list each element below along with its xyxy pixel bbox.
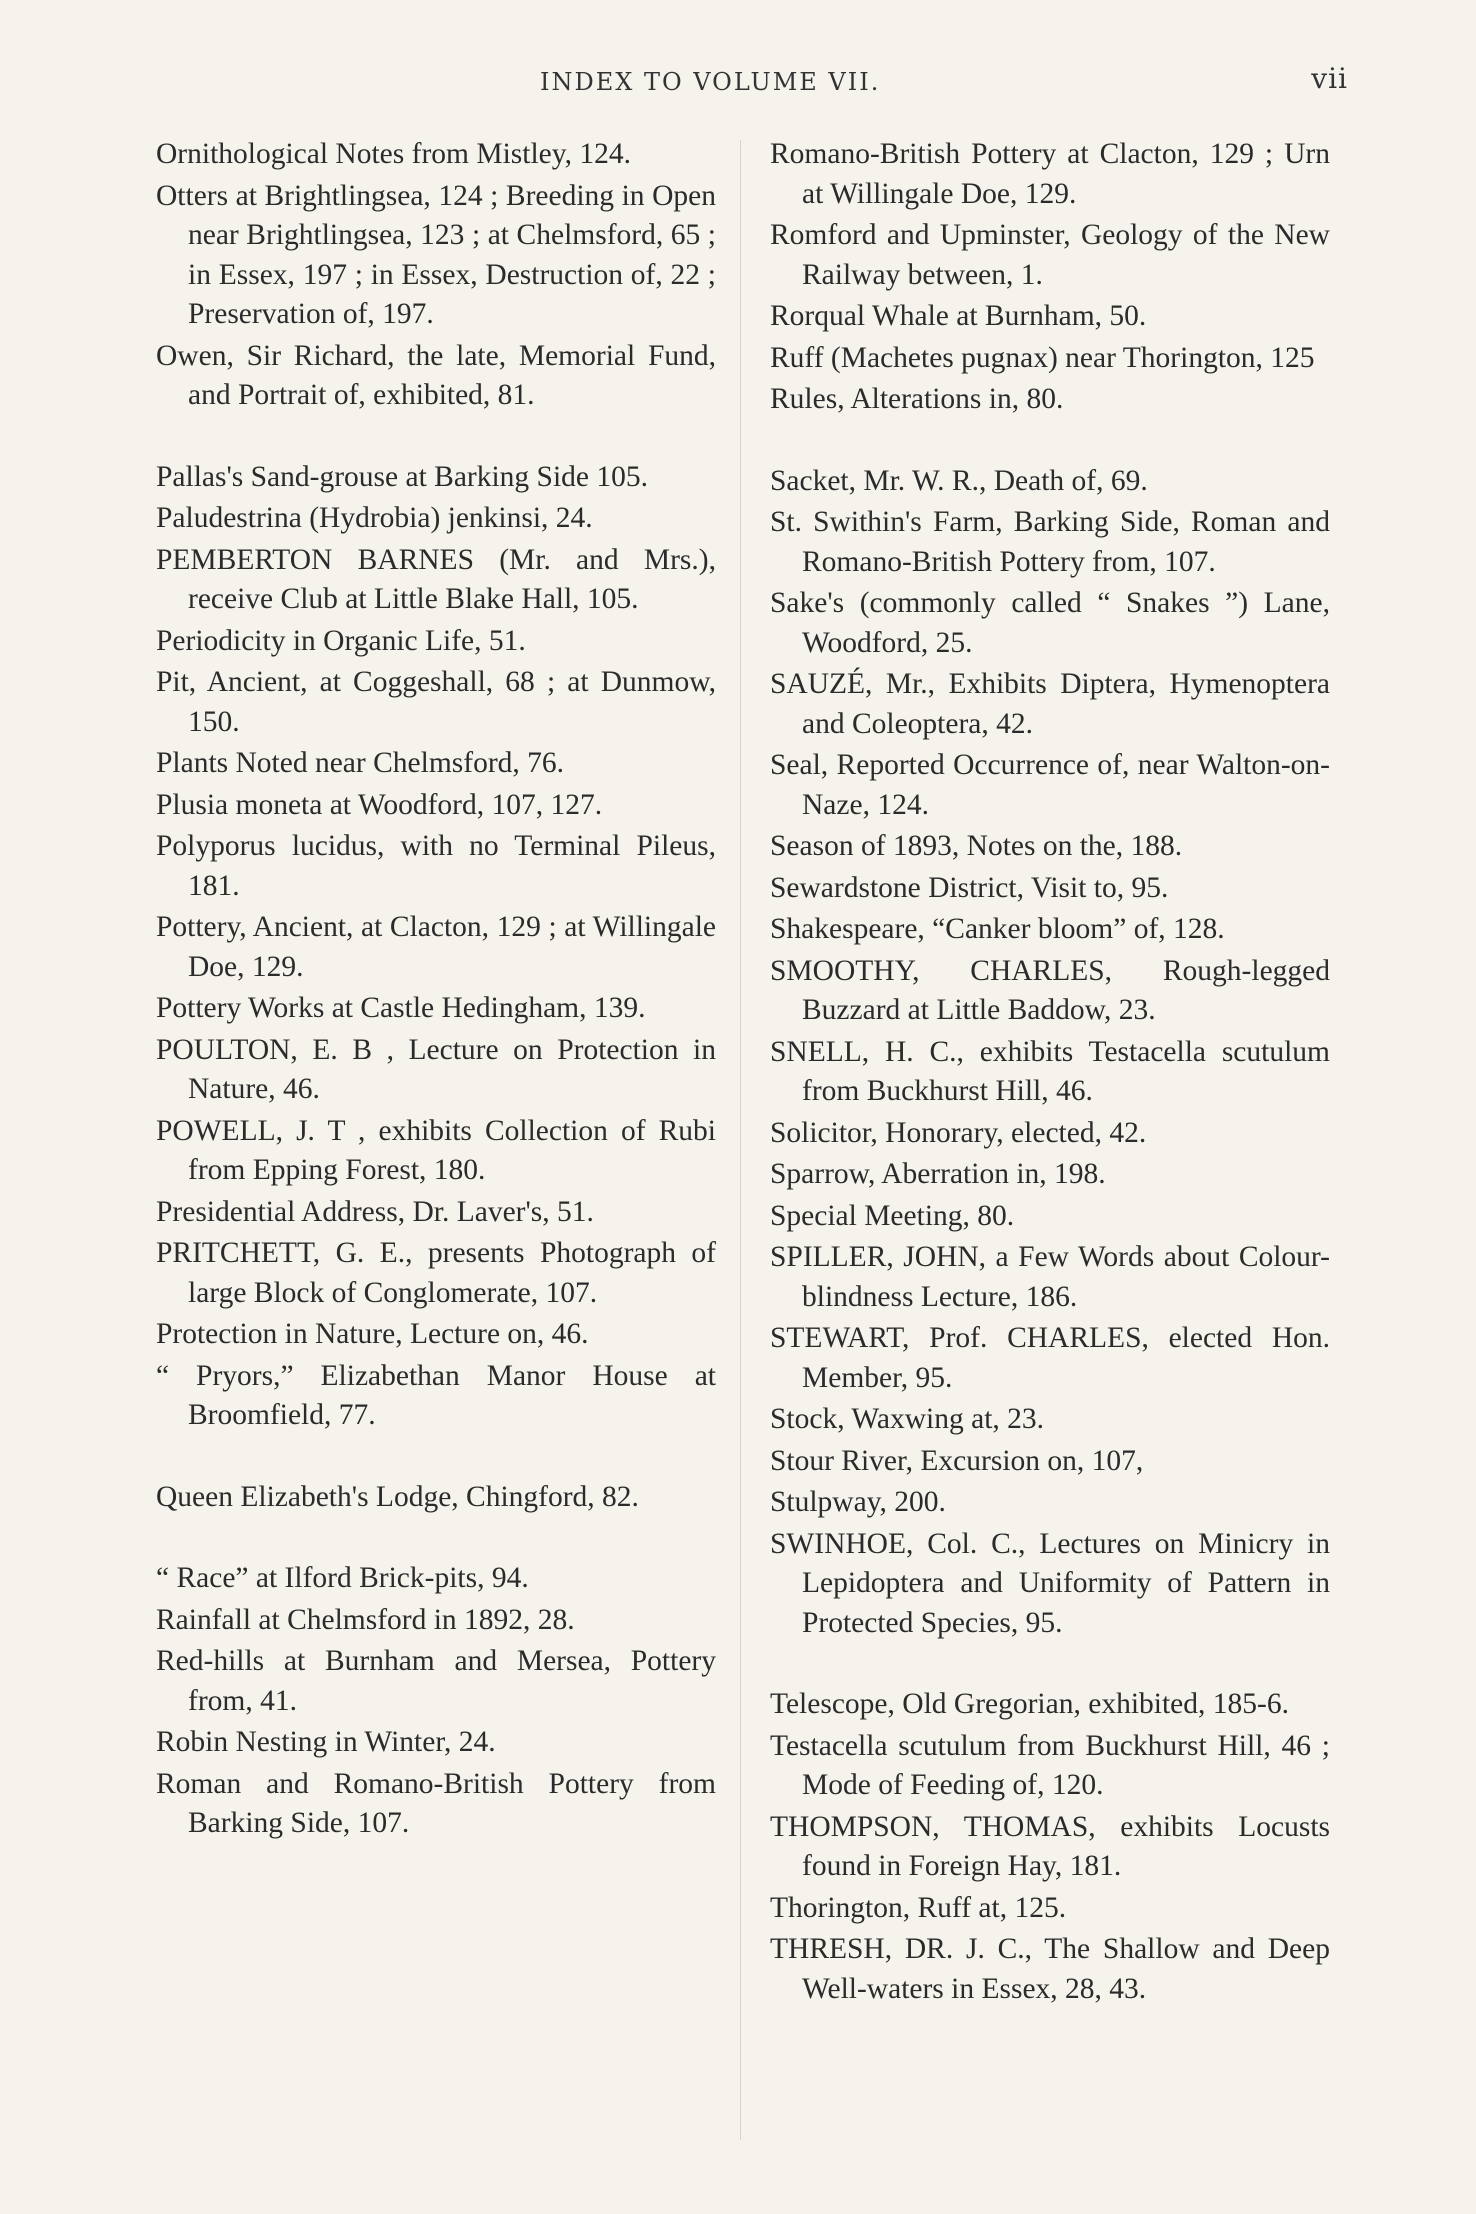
index-entry: Pottery Works at Castle Hedingham, 139.: [156, 992, 646, 1024]
index-entry: Plants Noted near Chelmsford, 76.: [156, 747, 565, 779]
index-entry: PRITCHETT, G. E., presents Photograph of large Block of Conglomerate, 107.: [156, 1237, 716, 1309]
index-entry: SAUZÉ, Mr., Exhibits Diptera, Hymenoptera and Coleoptera, 42.: [770, 668, 1330, 740]
index-entry: Robin Nesting in Winter, 24.: [156, 1726, 496, 1758]
index-entry: STEWART, Prof. CHARLES, elected Hon. Member, 95.: [770, 1322, 1330, 1394]
right-column: [770, 135, 1330, 2011]
index-entry: SPILLER, JOHN, a Few Words about Colour-blindness Lecture, 186.: [770, 1241, 1330, 1313]
index-entry: Shakespeare, “Canker bloom” of, 128.: [770, 913, 1225, 945]
left-column: [156, 135, 716, 1846]
index-entry: Protection in Nature, Lecture on, 46.: [156, 1318, 589, 1350]
index-entry: Polyporus lucidus, with no Terminal Pileus, 181.: [156, 830, 716, 902]
index-entry: Red-hills at Burnham and Mersea, Pottery from, 41.: [156, 1645, 716, 1717]
section-gap: [156, 1519, 716, 1559]
index-entry: Sake's (commonly called “ Snakes ”) Lane, Woodford, 25.: [770, 587, 1330, 659]
index-entry: Testacella scutulum from Buckhurst Hill, 46 ; Mode of Feeding of, 120.: [770, 1729, 1330, 1801]
index-entry: Queen Elizabeth's Lodge, Chingford, 82.: [156, 1480, 639, 1513]
section-gap: [770, 1645, 1330, 1685]
section-gap: [156, 1438, 716, 1478]
index-entry: THOMPSON, THOMAS, exhibits Locusts found in Foreign Hay, 181.: [770, 1810, 1330, 1882]
index-entry: Plusia moneta at Woodford, 107, 127.: [156, 788, 603, 821]
index-entry: Ruff (Machetes pugnax) near Thorington, 125: [770, 341, 1315, 374]
index-entry: Special Meeting, 80.: [770, 1199, 1015, 1232]
index-entry: Presidential Address, Dr. Laver's, 51.: [156, 1195, 594, 1228]
index-entry: Stour River, Excursion on, 107,: [770, 1444, 1144, 1477]
index-entry: Rainfall at Chelmsford in 1892, 28.: [156, 1603, 575, 1636]
index-entry: Romano-British Pottery at Clacton, 129 ; Urn at Willingale Doe, 129.: [770, 138, 1330, 210]
index-entry: Rorqual Whale at Burnham, 50.: [770, 300, 1147, 332]
index-entry: PEMBERTON BARNES (Mr. and Mrs.), receive Club at Little Blake Hall, 105.: [156, 543, 716, 615]
index-entry: Stock, Waxwing at, 23.: [770, 1403, 1045, 1435]
index-entry: Otters at Brightlingsea, 124 ; Breeding in Open near Brightlingsea, 123 ; at Chelmsford, 65 ; in Essex, 197 ; in Essex, Destruction of, 22 ; Preservation of, 197.: [156, 179, 716, 330]
index-entry: Sparrow, Aberration in, 198.: [770, 1158, 1106, 1190]
index-entry: Season of 1893, Notes on the, 188.: [770, 830, 1183, 862]
index-entry: Romford and Upminster, Geology of the New Railway between, 1.: [770, 219, 1330, 291]
index-entry: Pottery, Ancient, at Clacton, 129 ; at Willingale Doe, 129.: [156, 911, 716, 983]
index-entry: SMOOTHY, CHARLES, Rough-legged Buzzard at Little Baddow, 23.: [770, 954, 1330, 1026]
page-number: vii: [1311, 62, 1348, 95]
index-entry: Telescope, Old Gregorian, exhibited, 185-6.: [770, 1688, 1289, 1720]
index-entry: Seal, Reported Occurrence of, near Walton-on-Naze, 124.: [770, 749, 1330, 821]
index-entry: Roman and Romano-British Pottery from Barking Side, 107.: [156, 1767, 716, 1839]
index-entry: Periodicity in Organic Life, 51.: [156, 624, 526, 657]
column-divider: [740, 140, 741, 2140]
index-entry: “ Race” at Ilford Brick-pits, 94.: [156, 1562, 529, 1594]
index-entry: Thorington, Ruff at, 125.: [770, 1891, 1067, 1924]
index-entry: Rules, Alterations in, 80.: [770, 383, 1064, 415]
index-entry: Pallas's Sand-grouse at Barking Side 105.: [156, 460, 649, 493]
index-entry: Paludestrina (Hydrobia) jenkinsi, 24.: [156, 502, 593, 534]
page-header: [0, 60, 1476, 110]
index-entry: Solicitor, Honorary, elected, 42.: [770, 1116, 1147, 1149]
index-entry: “ Pryors,” Elizabethan Manor House at Broomfield, 77.: [156, 1359, 716, 1431]
index-entry: Ornithological Notes from Mistley, 124.: [156, 138, 631, 170]
index-entry: SNELL, H. C., exhibits Testacella scutulum from Buckhurst Hill, 46.: [770, 1035, 1330, 1107]
running-head: INDEX TO VOLUME VII.: [540, 68, 881, 96]
index-entry: Sacket, Mr. W. R., Death of, 69.: [770, 464, 1148, 497]
index-entry: Pit, Ancient, at Coggeshall, 68 ; at Dunmow, 150.: [156, 666, 716, 738]
index-entry: St. Swithin's Farm, Barking Side, Roman and Romano-British Pottery from, 107.: [770, 506, 1330, 578]
index-entry: POULTON, E. B , Lecture on Protection in Nature, 46.: [156, 1033, 716, 1105]
index-entry: POWELL, J. T , exhibits Collection of Rubi from Epping Forest, 180.: [156, 1114, 716, 1186]
section-gap: [770, 422, 1330, 462]
index-entry: Owen, Sir Richard, the late, Memorial Fund, and Portrait of, exhibited, 81.: [156, 339, 716, 411]
index-entry: Sewardstone District, Visit to, 95.: [770, 871, 1169, 904]
index-entry: SWINHOE, Col. C., Lectures on Minicry in Lepidoptera and Uniformity of Pattern in Protected Species, 95.: [770, 1527, 1330, 1639]
index-entry: Stulpway, 200.: [770, 1486, 946, 1518]
section-gap: [156, 418, 716, 458]
index-entry: THRESH, DR. J. C., The Shallow and Deep Well-waters in Essex, 28, 43.: [770, 1933, 1330, 2005]
